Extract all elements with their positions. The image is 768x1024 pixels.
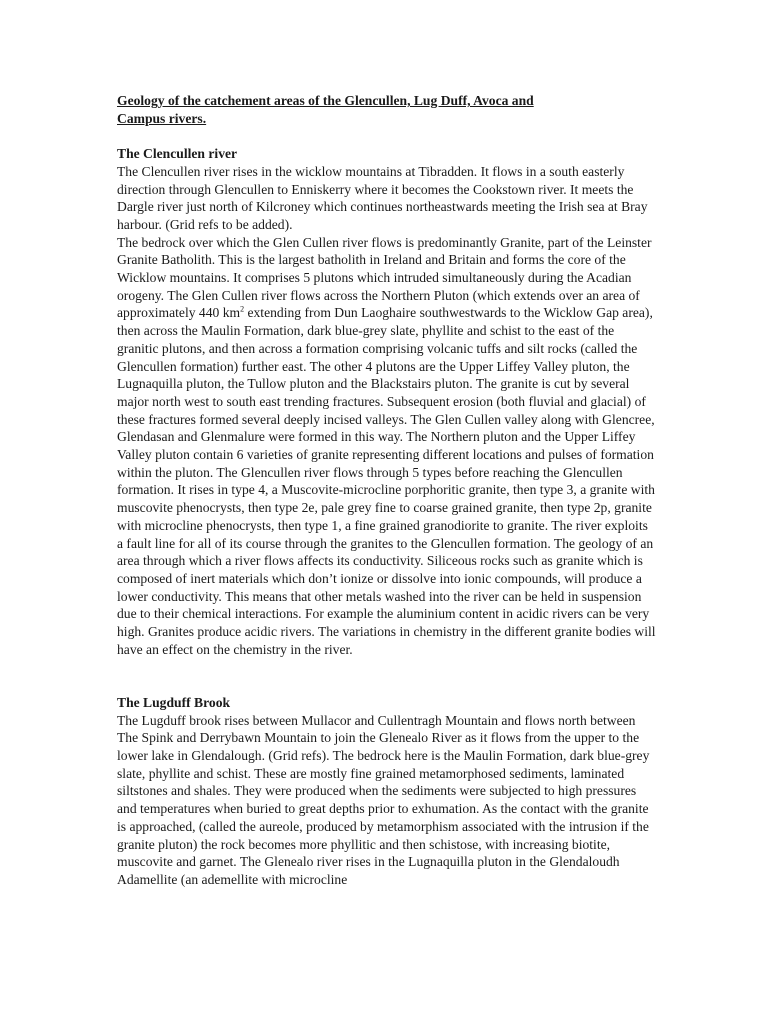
document-body (117, 92, 657, 889)
section-heading-lugduff: The Lugduff Brook (117, 694, 231, 710)
document-title-line2: Campus rivers. (117, 110, 207, 126)
spacer (117, 658, 657, 693)
superscript-two: 2 (240, 304, 245, 314)
document-title (117, 92, 657, 127)
paragraph-lugduff: The Lugduff brook rises between Mullacor and Cullentragh Mountain and flows north between The Spink and Derrybawn Mountain to join the Glenealo River as it flows from the upper to the lower lake in Glendalough. (Grid refs). The bedrock here is the Maulin Formation, dark blue-grey slate, phyllite and schist. These are mostly fine grained metamorphosed sediments, laminated siltstones and shales. They were produced when the sediments were subjected to high pressures and temperatures when buried to great depths prior to exhumation. As the contact with the granite is approached, (called the aureole, produced by metamorphism associated with the intrusion if the granite pluton) the rock becomes more phyllitic and then schistose, with increasing biotite, muscovite and garnet. The Glenealo river rises in the Lugnaquilla pluton in the Glendaloudh Adamellite (an ademellite with microcline (117, 712, 650, 887)
document-title-line1: Geology of the catchement areas of the Glencullen, Lug Duff, Avoca and (117, 93, 534, 108)
paragraph-glencullen-bedrock-part2: extending from Dun Laoghaire southwestwards to the Wicklow Gap area), then across the Maulin Formation, dark blue-grey slate, phyllite and schist to the east of the granitic plutons, and then across a formation comprising volcanic tuffs and silt rocks (called the Glencullen formation) further east. The other 4 plutons are the Upper Liffey Valley pluton, the Lugnaquilla pluton, the Tullow pluton and the Blackstairs pluton. The granite is cut by several major north west to south east trending fractures. Subsequent erosion (both fluvial and glacial) of these fractures formed several deeply incised valleys. The Glen Cullen valley along with Glencree, Glendasan and Glenmalure were formed in this way. The Northern pluton and the Upper Liffey Valley pluton contain 6 varieties of granite representing different locations and pulses of formation within the pluton. The Glencullen river flows through 5 types before reaching the Glencullen formation. It rises in type 4, a Muscovite-microcline porphoritic granite, then type 3, a granite with muscovite phenocrysts, then type 2e, pale grey fine to coarse grained granite, then type 2p, granite with microcline phenocrysts, then type 1, a fine grained granodiorite to granite. The river exploits a fault line for all of its course through the granites to the Glencullen formation. The geology of an area through which a river flows affects its conductivity. Siliceous rocks such as granite which is composed of inert materials which don’t ionize or dissolve into ionic compounds, will produce a lower conductivity. This means that other metals washed into the river can be held in suspension due to their chemical interactions. For example the aluminium content in acidic rivers can be very high. Granites produce acidic rivers. The variations in chemistry in the different granite bodies will have an effect on the chemistry in the river. (117, 305, 656, 657)
section-heading-glencullen: The Clencullen river (117, 146, 238, 162)
paragraph-glencullen-bedrock-part1: The bedrock over which the Glen Cullen river flows is predominantly Granite, part of the Leinster Granite Batholith. This is the largest batholith in Ireland and Britain and forms the core of the Wicklow mountains. It comprises 5 plutons which intruded simultaneously during the Acadian orogeny. The Glen Cullen river flows across the Northern Pluton (which extends over an area of approximately 440 km (117, 234, 652, 321)
spacer (117, 127, 657, 145)
paragraph-glencullen-bedrock (117, 234, 657, 659)
paragraph-glencullen-course: The Clencullen river rises in the wicklow mountains at Tibradden. It flows in a south easterly direction through Glencullen to Enniskerry where it becomes the Cookstown river. It meets the Dargle river just north of Kilcroney which continues northeastwards meeting the Irish sea at Bray harbour. (Grid refs to be added). (117, 163, 648, 232)
